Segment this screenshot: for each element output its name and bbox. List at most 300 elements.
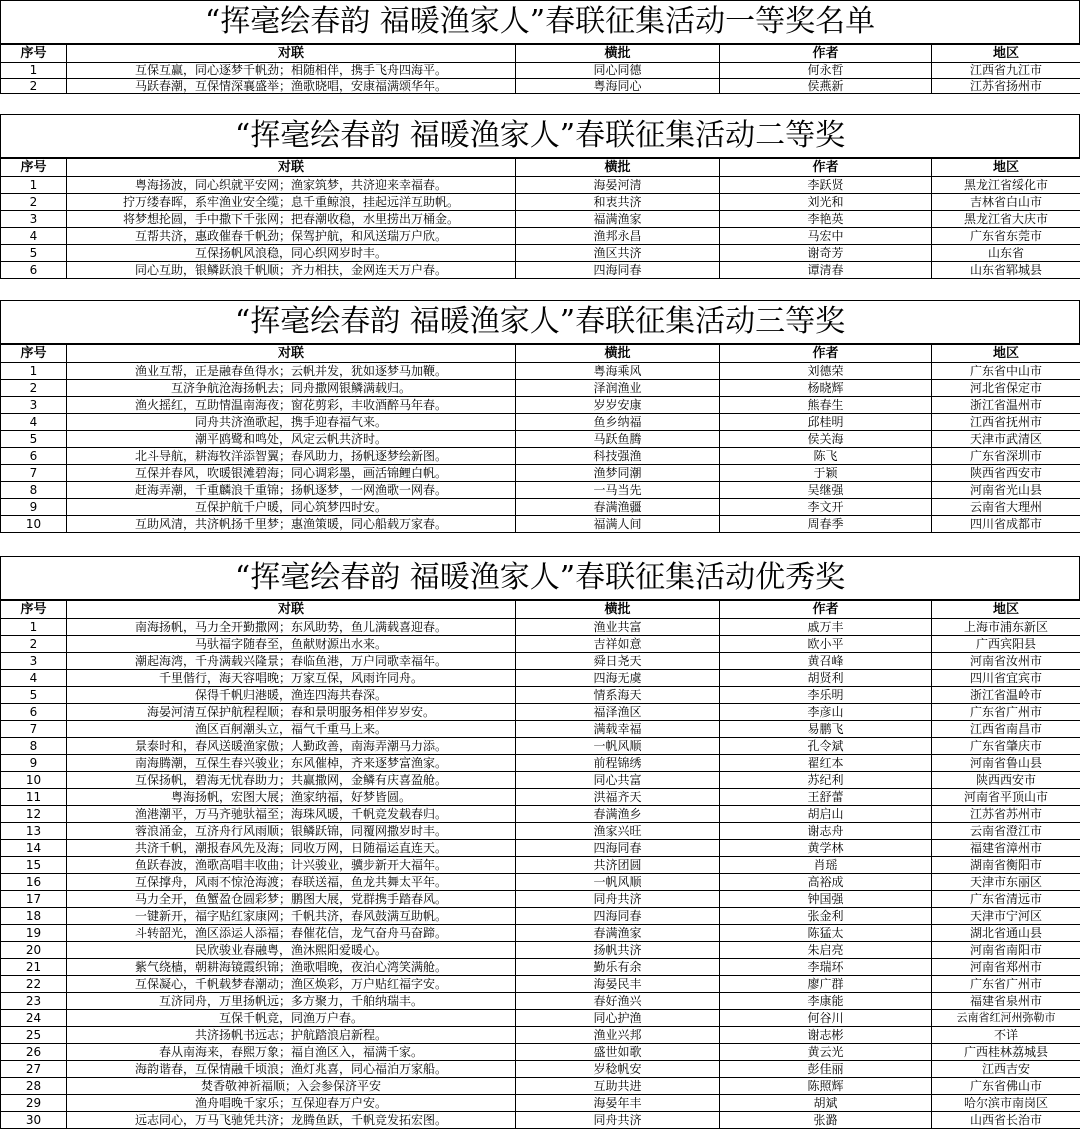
row-number: 8: [1, 482, 67, 499]
author-name: 孔令斌: [720, 738, 932, 755]
region: 天津市武清区: [932, 431, 1080, 448]
region: 陕西省西安市: [932, 465, 1080, 482]
horizontal-scroll: 渔邦永昌: [516, 228, 720, 245]
row-number: 2: [1, 78, 67, 94]
row-number: 15: [1, 857, 67, 874]
row-number: 17: [1, 891, 67, 908]
horizontal-scroll: 春满渔疆: [516, 499, 720, 516]
author-header: 作者: [720, 159, 932, 177]
couplet-text: 渔火摇红，互助情温南海夜；窗花剪彩，丰收酒醉马年春。: [67, 397, 516, 414]
region: 浙江省温州市: [932, 397, 1080, 414]
region: 广东省肇庆市: [932, 738, 1080, 755]
row-number: 19: [1, 925, 67, 942]
region: 云南省澄江市: [932, 823, 1080, 840]
horizontal-scroll: 海晏年丰: [516, 1095, 720, 1112]
seq-header: 序号: [1, 45, 67, 63]
horizontal-scroll: 渔梦同潮: [516, 465, 720, 482]
row-number: 24: [1, 1010, 67, 1027]
horizontal-scroll: 四海无虞: [516, 670, 720, 687]
section-excellence-prize: [0, 556, 1080, 1129]
region: 江西省南昌市: [932, 721, 1080, 738]
horizontal-scroll: 勤乐有余: [516, 959, 720, 976]
couplet-text: 马力全开，鱼蟹盈仓圆彩梦；鹏图大展，党群携手踏春风。: [67, 891, 516, 908]
author-name: 谢志彬: [720, 1027, 932, 1044]
horizontal-scroll: 前程锦绣: [516, 755, 720, 772]
table-row: [1, 1044, 1080, 1061]
couplet-text: 景泰时和，春风送暖渔家傲；人勤政善，南海弄潮马力添。: [67, 738, 516, 755]
horizontal-scroll: 一帆风顺: [516, 738, 720, 755]
table-row: [1, 857, 1080, 874]
table-row: [1, 772, 1080, 789]
table-row: [1, 976, 1080, 993]
author-name: 于颖: [720, 465, 932, 482]
region: 江西省抚州市: [932, 414, 1080, 431]
region: 天津市东丽区: [932, 874, 1080, 891]
row-number: 3: [1, 211, 67, 228]
horizontal-scroll: 同心护渔: [516, 1010, 720, 1027]
row-number: 12: [1, 806, 67, 823]
region: 河南省平顶山市: [932, 789, 1080, 806]
horizontal-scroll-header: 横批: [516, 345, 720, 363]
region-header: 地区: [932, 601, 1080, 619]
region: 上海市浦东新区: [932, 619, 1080, 636]
region: 广东省广州市: [932, 976, 1080, 993]
section-second-prize: [0, 114, 1080, 279]
horizontal-scroll: 洪福齐天: [516, 789, 720, 806]
table-row: [1, 755, 1080, 772]
table-row: [1, 636, 1080, 653]
horizontal-scroll-header: 横批: [516, 601, 720, 619]
region: 黑龙江省大庆市: [932, 211, 1080, 228]
table-row: [1, 704, 1080, 721]
couplet-text: 互保扬帆风浪稳，同心织网岁时丰。: [67, 245, 516, 262]
author-header: 作者: [720, 45, 932, 63]
award-table: [0, 44, 1080, 94]
seq-header: 序号: [1, 159, 67, 177]
row-number: 2: [1, 380, 67, 397]
table-row: [1, 448, 1080, 465]
section-third-prize: [0, 300, 1080, 533]
region: 河南省郑州市: [932, 959, 1080, 976]
couplet-text: 同舟共济渔歌起，携手迎春福气来。: [67, 414, 516, 431]
couplet-text: 紫气绕樯，朝耕海镜霞织锦；渔歌唱晚，夜泊心湾笑满舱。: [67, 959, 516, 976]
table-row: [1, 1095, 1080, 1112]
horizontal-scroll: 一帆风顺: [516, 874, 720, 891]
horizontal-scroll: 粤海乘风: [516, 363, 720, 380]
region: 四川省成都市: [932, 516, 1080, 533]
region: 广东省东莞市: [932, 228, 1080, 245]
row-number: 22: [1, 976, 67, 993]
horizontal-scroll: 福泽渔区: [516, 704, 720, 721]
author-name: 谭清春: [720, 262, 932, 279]
region-header: 地区: [932, 45, 1080, 63]
author-name: 杨晓辉: [720, 380, 932, 397]
horizontal-scroll: 泽润渔业: [516, 380, 720, 397]
table-row: [1, 245, 1080, 262]
couplet-text: 同心互助，银鳞跃浪千帆顺；齐力相扶，金网连天万户春。: [67, 262, 516, 279]
couplet-text: 保得千帆归港暖，渔连四海共春深。: [67, 687, 516, 704]
row-number: 3: [1, 397, 67, 414]
region: 广东省清远市: [932, 891, 1080, 908]
row-number: 3: [1, 653, 67, 670]
horizontal-scroll: 满载幸福: [516, 721, 720, 738]
table-row: [1, 499, 1080, 516]
author-name: 李艳英: [720, 211, 932, 228]
couplet-text: 北斗导航，耕海牧洋添智翼；春风助力，扬帆逐梦绘新图。: [67, 448, 516, 465]
region: 江西吉安: [932, 1061, 1080, 1078]
couplet-text: 互助风清，共济帆扬千里梦；惠渔策暖，同心船载万家春。: [67, 516, 516, 533]
table-row: [1, 942, 1080, 959]
couplet-text: 粤海扬帆，宏图大展；渔家纳福，好梦皆圆。: [67, 789, 516, 806]
author-header: 作者: [720, 601, 932, 619]
table-row: [1, 891, 1080, 908]
horizontal-scroll: 渔业共富: [516, 619, 720, 636]
region: 黑龙江省绥化市: [932, 177, 1080, 194]
couplet-text: 海韵谐春，互保情融千顷浪；渔灯兆喜，同心福泊万家船。: [67, 1061, 516, 1078]
region: 江苏省扬州市: [932, 78, 1080, 94]
author-name: 谢志舟: [720, 823, 932, 840]
row-number: 25: [1, 1027, 67, 1044]
author-name: 高裕成: [720, 874, 932, 891]
row-number: 10: [1, 772, 67, 789]
table-row: [1, 959, 1080, 976]
author-name: 马宏中: [720, 228, 932, 245]
author-name: 陈猛太: [720, 925, 932, 942]
horizontal-scroll: 同舟共济: [516, 1112, 720, 1129]
couplet-text: 鱼跃春波，渔歌高唱丰收曲；计兴骏业，骥步新开大福年。: [67, 857, 516, 874]
table-row: [1, 1061, 1080, 1078]
row-number: 6: [1, 448, 67, 465]
region: 河南省光山县: [932, 482, 1080, 499]
couplet-header: 对联: [67, 45, 516, 63]
table-row: [1, 1078, 1080, 1095]
region: 江西省九江市: [932, 63, 1080, 79]
region: 福建省泉州市: [932, 993, 1080, 1010]
row-number: 14: [1, 840, 67, 857]
author-name: 陈照辉: [720, 1078, 932, 1095]
table-row: [1, 806, 1080, 823]
table-row: [1, 363, 1080, 380]
couplet-header: 对联: [67, 345, 516, 363]
section-title: “挥毫绘春韵 福暖渔家人”春联征集活动优秀奖: [0, 556, 1080, 600]
couplet-text: 蓉浪涌金，互济舟行风雨顺；银鳞跃锦，同覆网撒岁时丰。: [67, 823, 516, 840]
horizontal-scroll: 四海同春: [516, 908, 720, 925]
couplet-text: 斗转韶光，渔区添运人添福；春催花信，龙气奋舟马奋蹄。: [67, 925, 516, 942]
author-name: 张金利: [720, 908, 932, 925]
region: 不详: [932, 1027, 1080, 1044]
couplet-text: 共济扬帆书远志；护航踏浪启新程。: [67, 1027, 516, 1044]
horizontal-scroll: 吉祥如意: [516, 636, 720, 653]
row-number: 29: [1, 1095, 67, 1112]
couplet-text: 互济同舟，万里扬帆远；多方聚力，千舶纳瑞丰。: [67, 993, 516, 1010]
author-name: 何永哲: [720, 63, 932, 79]
row-number: 5: [1, 431, 67, 448]
couplet-text: 渔业互帮，正是融春鱼得水；云帆并发，犹如逐梦马加鞭。: [67, 363, 516, 380]
author-name: 黄学林: [720, 840, 932, 857]
row-number: 13: [1, 823, 67, 840]
horizontal-scroll: 四海同春: [516, 840, 720, 857]
table-row: [1, 482, 1080, 499]
author-header: 作者: [720, 345, 932, 363]
table-row: [1, 619, 1080, 636]
horizontal-scroll: 春满渔家: [516, 925, 720, 942]
couplet-header: 对联: [67, 601, 516, 619]
author-name: 李康能: [720, 993, 932, 1010]
couplet-text: 潮起海湾，千舟满载兴隆景；春临鱼港，万户同歌幸福年。: [67, 653, 516, 670]
region: 四川省宜宾市: [932, 670, 1080, 687]
table-row: [1, 925, 1080, 942]
region: 河南省南阳市: [932, 942, 1080, 959]
author-name: 胡斌: [720, 1095, 932, 1112]
row-number: 8: [1, 738, 67, 755]
row-number: 4: [1, 414, 67, 431]
author-name: 胡启山: [720, 806, 932, 823]
row-number: 4: [1, 228, 67, 245]
author-name: 戚万丰: [720, 619, 932, 636]
couplet-text: 互保扬帆，碧海无忧春助力；共赢撒网，金鳞有庆喜盈舱。: [67, 772, 516, 789]
row-number: 6: [1, 704, 67, 721]
region: 山西省长治市: [932, 1112, 1080, 1129]
table-row: [1, 380, 1080, 397]
section-first-prize: [0, 0, 1080, 94]
horizontal-scroll: 四海同春: [516, 262, 720, 279]
horizontal-scroll: 盛世如歌: [516, 1044, 720, 1061]
table-row: [1, 687, 1080, 704]
table-row: [1, 228, 1080, 245]
horizontal-scroll-header: 横批: [516, 45, 720, 63]
row-number: 2: [1, 194, 67, 211]
section-title: “挥毫绘春韵 福暖渔家人”春联征集活动一等奖名单: [0, 0, 1080, 44]
horizontal-scroll: 互助共进: [516, 1078, 720, 1095]
award-table: [0, 600, 1080, 1129]
author-name: 廖广群: [720, 976, 932, 993]
row-number: 9: [1, 499, 67, 516]
table-header-row: [1, 159, 1080, 177]
author-name: 翟红本: [720, 755, 932, 772]
couplet-text: 互保凝心，千帆载梦春潮动；渔区焕彩，万户贴红福字安。: [67, 976, 516, 993]
author-name: 熊春生: [720, 397, 932, 414]
couplet-text: 渔港潮平，万马齐驰驮福至；海珠风暖，千帆竞发载春归。: [67, 806, 516, 823]
couplet-text: 南海扬帆，马力全开勤撒网；东风助势，鱼儿满载喜迎春。: [67, 619, 516, 636]
horizontal-scroll: 粤海同心: [516, 78, 720, 94]
horizontal-scroll: 扬帆共济: [516, 942, 720, 959]
author-name: 李文开: [720, 499, 932, 516]
couplet-text: 渔区百舸潮头立，福气千重马上来。: [67, 721, 516, 738]
table-header-row: [1, 345, 1080, 363]
couplet-text: 民欣骏业春融粤，渔沐熙阳爱暖心。: [67, 942, 516, 959]
row-number: 1: [1, 619, 67, 636]
row-number: 11: [1, 789, 67, 806]
region: 山东省郓城县: [932, 262, 1080, 279]
table-row: [1, 670, 1080, 687]
award-table: [0, 158, 1080, 279]
author-name: 胡贤利: [720, 670, 932, 687]
table-row: [1, 262, 1080, 279]
horizontal-scroll: 福满人间: [516, 516, 720, 533]
table-row: [1, 211, 1080, 228]
row-number: 5: [1, 687, 67, 704]
horizontal-scroll: 岁岁安康: [516, 397, 720, 414]
author-name: 李跃贤: [720, 177, 932, 194]
seq-header: 序号: [1, 601, 67, 619]
table-row: [1, 840, 1080, 857]
row-number: 30: [1, 1112, 67, 1129]
table-row: [1, 1112, 1080, 1129]
table-row: [1, 721, 1080, 738]
row-number: 10: [1, 516, 67, 533]
region: 广东省深圳市: [932, 448, 1080, 465]
table-row: [1, 397, 1080, 414]
table-header-row: [1, 601, 1080, 619]
author-name: 苏纪利: [720, 772, 932, 789]
region: 福建省漳州市: [932, 840, 1080, 857]
horizontal-scroll: 海晏河清: [516, 177, 720, 194]
table-row: [1, 431, 1080, 448]
row-number: 9: [1, 755, 67, 772]
region: 山东省: [932, 245, 1080, 262]
author-name: 谢奇芳: [720, 245, 932, 262]
region: 湖南省衡阳市: [932, 857, 1080, 874]
region: 陕西西安市: [932, 772, 1080, 789]
couplet-text: 互保护航千户暖，同心筑梦四时安。: [67, 499, 516, 516]
author-name: 邱桂明: [720, 414, 932, 431]
couplet-text: 马跃春潮，互保情深襄盛举；渔歌晓唱，安康福满颂华年。: [67, 78, 516, 94]
row-number: 7: [1, 465, 67, 482]
couplet-text: 互帮共济，惠政催春千帆劲；保驾护航，和风送瑞万户欣。: [67, 228, 516, 245]
region-header: 地区: [932, 345, 1080, 363]
row-number: 23: [1, 993, 67, 1010]
couplet-text: 互保撑舟，风雨不惊沧海渡；春联送福，鱼龙共舞太平年。: [67, 874, 516, 891]
couplet-text: 互济争航沧海扬帆去；同舟撒网银鳞满载归。: [67, 380, 516, 397]
region: 湖北省通山县: [932, 925, 1080, 942]
region: 广西桂林荔城县: [932, 1044, 1080, 1061]
horizontal-scroll: 同心共富: [516, 772, 720, 789]
author-name: 欧小平: [720, 636, 932, 653]
couplet-text: 南海腾潮，互保生春兴骏业；东风催棹，齐来逐梦富渔家。: [67, 755, 516, 772]
row-number: 18: [1, 908, 67, 925]
region: 哈尔滨市南岗区: [932, 1095, 1080, 1112]
horizontal-scroll: 春满渔乡: [516, 806, 720, 823]
table-row: [1, 1027, 1080, 1044]
table-row: [1, 993, 1080, 1010]
region: 河北省保定市: [932, 380, 1080, 397]
author-name: 肖瑶: [720, 857, 932, 874]
couplet-text: 焚香敬神祈福顺；入会参保济平安: [67, 1078, 516, 1095]
horizontal-scroll: 同舟共济: [516, 891, 720, 908]
region: 河南省汝州市: [932, 653, 1080, 670]
author-name: 吴继强: [720, 482, 932, 499]
region-header: 地区: [932, 159, 1080, 177]
author-name: 侯燕新: [720, 78, 932, 94]
region: 广东省中山市: [932, 363, 1080, 380]
author-name: 李乐明: [720, 687, 932, 704]
author-name: 王舒蕾: [720, 789, 932, 806]
author-name: 钟国强: [720, 891, 932, 908]
region: 吉林省白山市: [932, 194, 1080, 211]
horizontal-scroll: 渔区共济: [516, 245, 720, 262]
table-row: [1, 63, 1080, 79]
table-row: [1, 465, 1080, 482]
row-number: 26: [1, 1044, 67, 1061]
table-row: [1, 516, 1080, 533]
couplet-text: 渔舟唱晚千家乐；互保迎春万户安。: [67, 1095, 516, 1112]
horizontal-scroll: 海晏民丰: [516, 976, 720, 993]
table-row: [1, 1010, 1080, 1027]
table-row: [1, 823, 1080, 840]
couplet-text: 千里偕行，海天容唱晚；万家互保，风雨许同舟。: [67, 670, 516, 687]
couplet-text: 马驮福字随春至，鱼献财源出水来。: [67, 636, 516, 653]
horizontal-scroll: 舜日尧天: [516, 653, 720, 670]
row-number: 5: [1, 245, 67, 262]
horizontal-scroll: 情系海天: [516, 687, 720, 704]
horizontal-scroll: 同心同德: [516, 63, 720, 79]
author-name: 刘光和: [720, 194, 932, 211]
table-row: [1, 414, 1080, 431]
row-number: 21: [1, 959, 67, 976]
author-name: 张潞: [720, 1112, 932, 1129]
region: 浙江省温岭市: [932, 687, 1080, 704]
couplet-text: 互保千帆竞，同渔万户春。: [67, 1010, 516, 1027]
table-row: [1, 738, 1080, 755]
table-row: [1, 194, 1080, 211]
region: 广东省佛山市: [932, 1078, 1080, 1095]
horizontal-scroll-header: 横批: [516, 159, 720, 177]
couplet-header: 对联: [67, 159, 516, 177]
horizontal-scroll: 渔家兴旺: [516, 823, 720, 840]
couplet-text: 粤海扬波，同心织就平安网；渔家筑梦，共济迎来幸福春。: [67, 177, 516, 194]
horizontal-scroll: 岁稔帆安: [516, 1061, 720, 1078]
row-number: 1: [1, 363, 67, 380]
section-title: “挥毫绘春韵 福暖渔家人”春联征集活动二等奖: [0, 114, 1080, 158]
row-number: 27: [1, 1061, 67, 1078]
row-number: 6: [1, 262, 67, 279]
row-number: 4: [1, 670, 67, 687]
horizontal-scroll: 马跃鱼腾: [516, 431, 720, 448]
couplet-text: 拧万缕春晖，系牢渔业安全缆；息千重鲸浪，挂起远洋互助帆。: [67, 194, 516, 211]
region: 云南省大理州: [932, 499, 1080, 516]
row-number: 7: [1, 721, 67, 738]
horizontal-scroll: 一马当先: [516, 482, 720, 499]
author-name: 易鹏飞: [720, 721, 932, 738]
author-name: 陈飞: [720, 448, 932, 465]
award-table: [0, 344, 1080, 533]
author-name: 朱启亮: [720, 942, 932, 959]
author-name: 李瑞环: [720, 959, 932, 976]
horizontal-scroll: 福满渔家: [516, 211, 720, 228]
couplet-text: 一键新开，福字贴红家康网；千帆共济，春风鼓满互助帆。: [67, 908, 516, 925]
horizontal-scroll: 渔业兴邦: [516, 1027, 720, 1044]
table-row: [1, 177, 1080, 194]
seq-header: 序号: [1, 345, 67, 363]
section-title: “挥毫绘春韵 福暖渔家人”春联征集活动三等奖: [0, 300, 1080, 344]
author-name: 侯关海: [720, 431, 932, 448]
region: 河南省鲁山县: [932, 755, 1080, 772]
horizontal-scroll: 鱼乡纳福: [516, 414, 720, 431]
table-row: [1, 653, 1080, 670]
author-name: 刘德荣: [720, 363, 932, 380]
couplet-text: 远志同心，万马飞驰凭共济；龙腾鱼跃，千帆竞发拓宏图。: [67, 1112, 516, 1129]
horizontal-scroll: 春好渔兴: [516, 993, 720, 1010]
couplet-text: 海晏河清互保护航程程顺；春和景明服务相伴岁岁安。: [67, 704, 516, 721]
horizontal-scroll: 科技强渔: [516, 448, 720, 465]
couplet-text: 互保并春风，吹暖银滩碧海；同心调彩墨，画活锦鲤白帆。: [67, 465, 516, 482]
author-name: 黄召峰: [720, 653, 932, 670]
author-name: 黄云光: [720, 1044, 932, 1061]
row-number: 1: [1, 177, 67, 194]
region: 江苏省苏州市: [932, 806, 1080, 823]
row-number: 20: [1, 942, 67, 959]
row-number: 2: [1, 636, 67, 653]
